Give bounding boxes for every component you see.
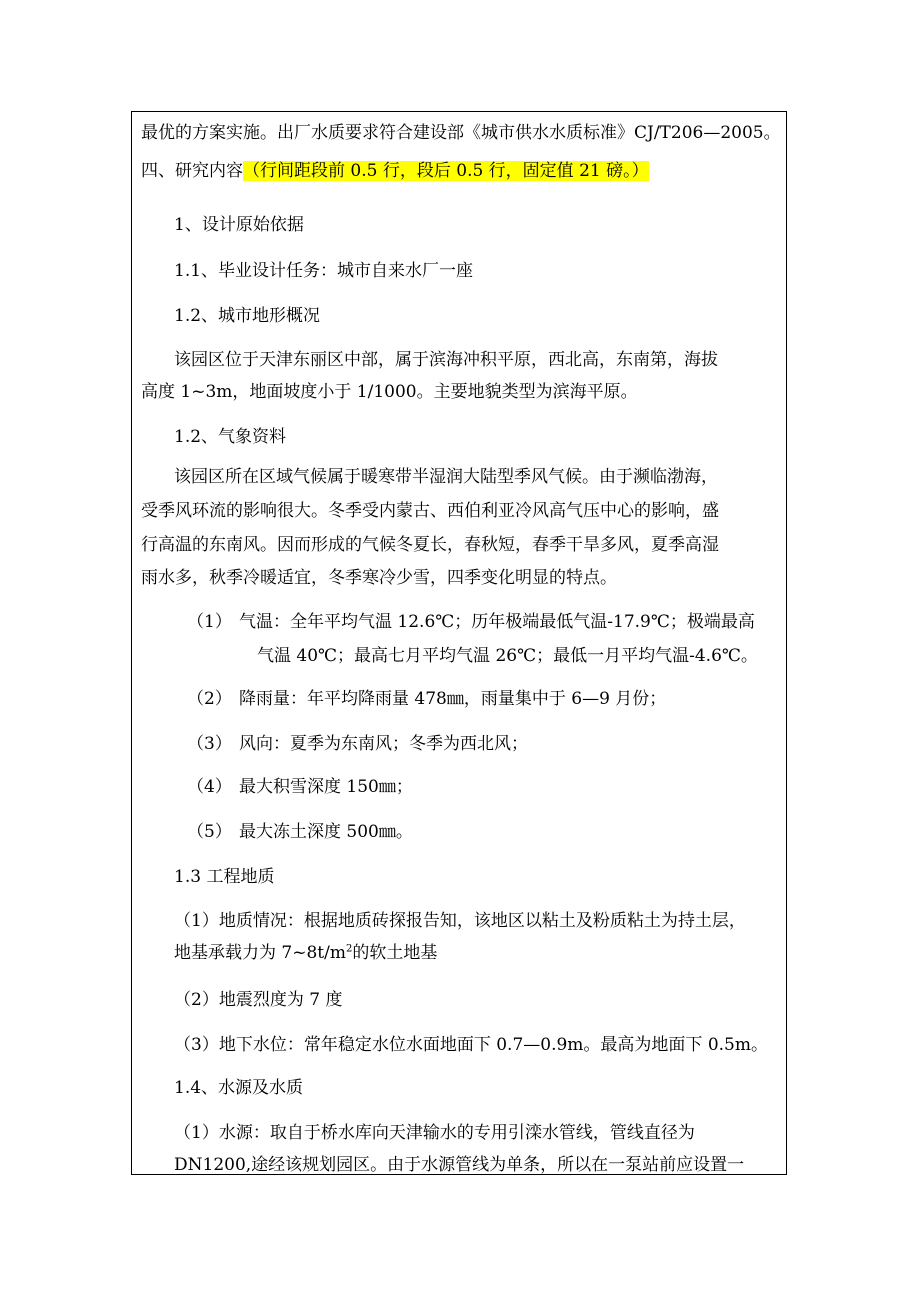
paragraph-line: 高度 1~3m，地面坡度小于 1/1000。主要地貌类型为滨海平原。 — [141, 382, 638, 402]
paragraph-line: （2）地震烈度为 7 度 — [174, 990, 343, 1010]
list-item-number: （5） — [187, 822, 232, 842]
paragraph-line: 受季风环流的影响很大。冬季受内蒙古、西伯利亚冷风高气压中心的影响，盛 — [141, 501, 719, 521]
paragraph-line: 行高温的东南风。因而形成的气候冬夏长，春秋短，春季干旱多风，夏季高湿 — [141, 535, 719, 555]
list-item — [187, 821, 413, 843]
highlighted-note: （行间距段前 0.5 行，段后 0.5 行，固定值 21 磅。） — [243, 161, 649, 181]
superscript: 2 — [345, 943, 353, 955]
subheading: 1、设计原始依据 — [174, 215, 304, 235]
paragraph-line: 雨水多，秋季冷暖适宜，冬季寒冷少雪，四季变化明显的特点。 — [141, 568, 617, 588]
subheading: 1.1、毕业设计任务：城市自来水厂一座 — [174, 261, 474, 281]
list-item — [187, 776, 413, 798]
list-item-number: （4） — [187, 777, 232, 797]
section-heading-text: 四、研究内容 — [141, 161, 243, 181]
paragraph-line: （1）水源：取自于桥水库向天津输水的专用引滦水管线，管线直径为 — [174, 1123, 695, 1143]
bearing-capacity-suffix: 的软土地基 — [352, 943, 438, 963]
list-item — [187, 733, 528, 755]
subheading: 1.4、水源及水质 — [174, 1078, 304, 1098]
list-item — [187, 688, 666, 710]
list-item-number: （3） — [187, 734, 232, 754]
list-item-text: 气温：全年平均气温 12.6℃；历年极端最低气温-17.9℃；极端最高 — [239, 612, 755, 632]
list-item-continuation: 气温 40℃；最高七月平均气温 26℃；最低一月平均气温-4.6℃。 — [257, 646, 758, 666]
subheading: 1.3 工程地质 — [174, 867, 275, 887]
list-item-text: 最大积雪深度 150㎜； — [239, 777, 413, 797]
list-item-text: 降雨量：年平均降雨量 478㎜，雨量集中于 6—9 月份； — [239, 689, 667, 709]
paragraph-line: （3）地下水位：常年稳定水位水面地面下 0.7—0.9m。最高为地面下 0.5m。 — [174, 1035, 768, 1055]
paragraph-line: 该园区位于天津东丽区中部，属于滨海冲积平原，西北高，东南第，海拔 — [174, 350, 718, 370]
section-heading — [141, 160, 649, 182]
list-item-number: （2） — [187, 689, 232, 709]
paragraph-line: 该园区所在区域气候属于暖寒带半湿润大陆型季风气候。由于濒临渤海， — [174, 467, 718, 487]
list-item-text: 风向：夏季为东南风；冬季为西北风； — [239, 734, 528, 754]
text-line: 最优的方案实施。出厂水质要求符合建设部《城市供水水质标准》CJ/T206—2005。 — [141, 123, 781, 143]
list-item-number: （1） — [187, 612, 232, 632]
paragraph-line: （1）地质情况：根据地质砖探报告知，该地区以粘土及粉质粘土为持土层， — [174, 911, 746, 931]
list-item — [187, 611, 755, 633]
list-item-text: 最大冻土深度 500㎜。 — [239, 822, 413, 842]
paragraph-line — [174, 942, 437, 964]
subheading: 1.2、气象资料 — [174, 427, 287, 447]
bearing-capacity-text: 地基承载力为 7~8t/m — [174, 943, 346, 963]
paragraph-line: DN1200,途经该规划园区。由于水源管线为单条，所以在一泵站前应设置一 — [174, 1155, 745, 1175]
subheading: 1.2、城市地形概况 — [174, 306, 321, 326]
